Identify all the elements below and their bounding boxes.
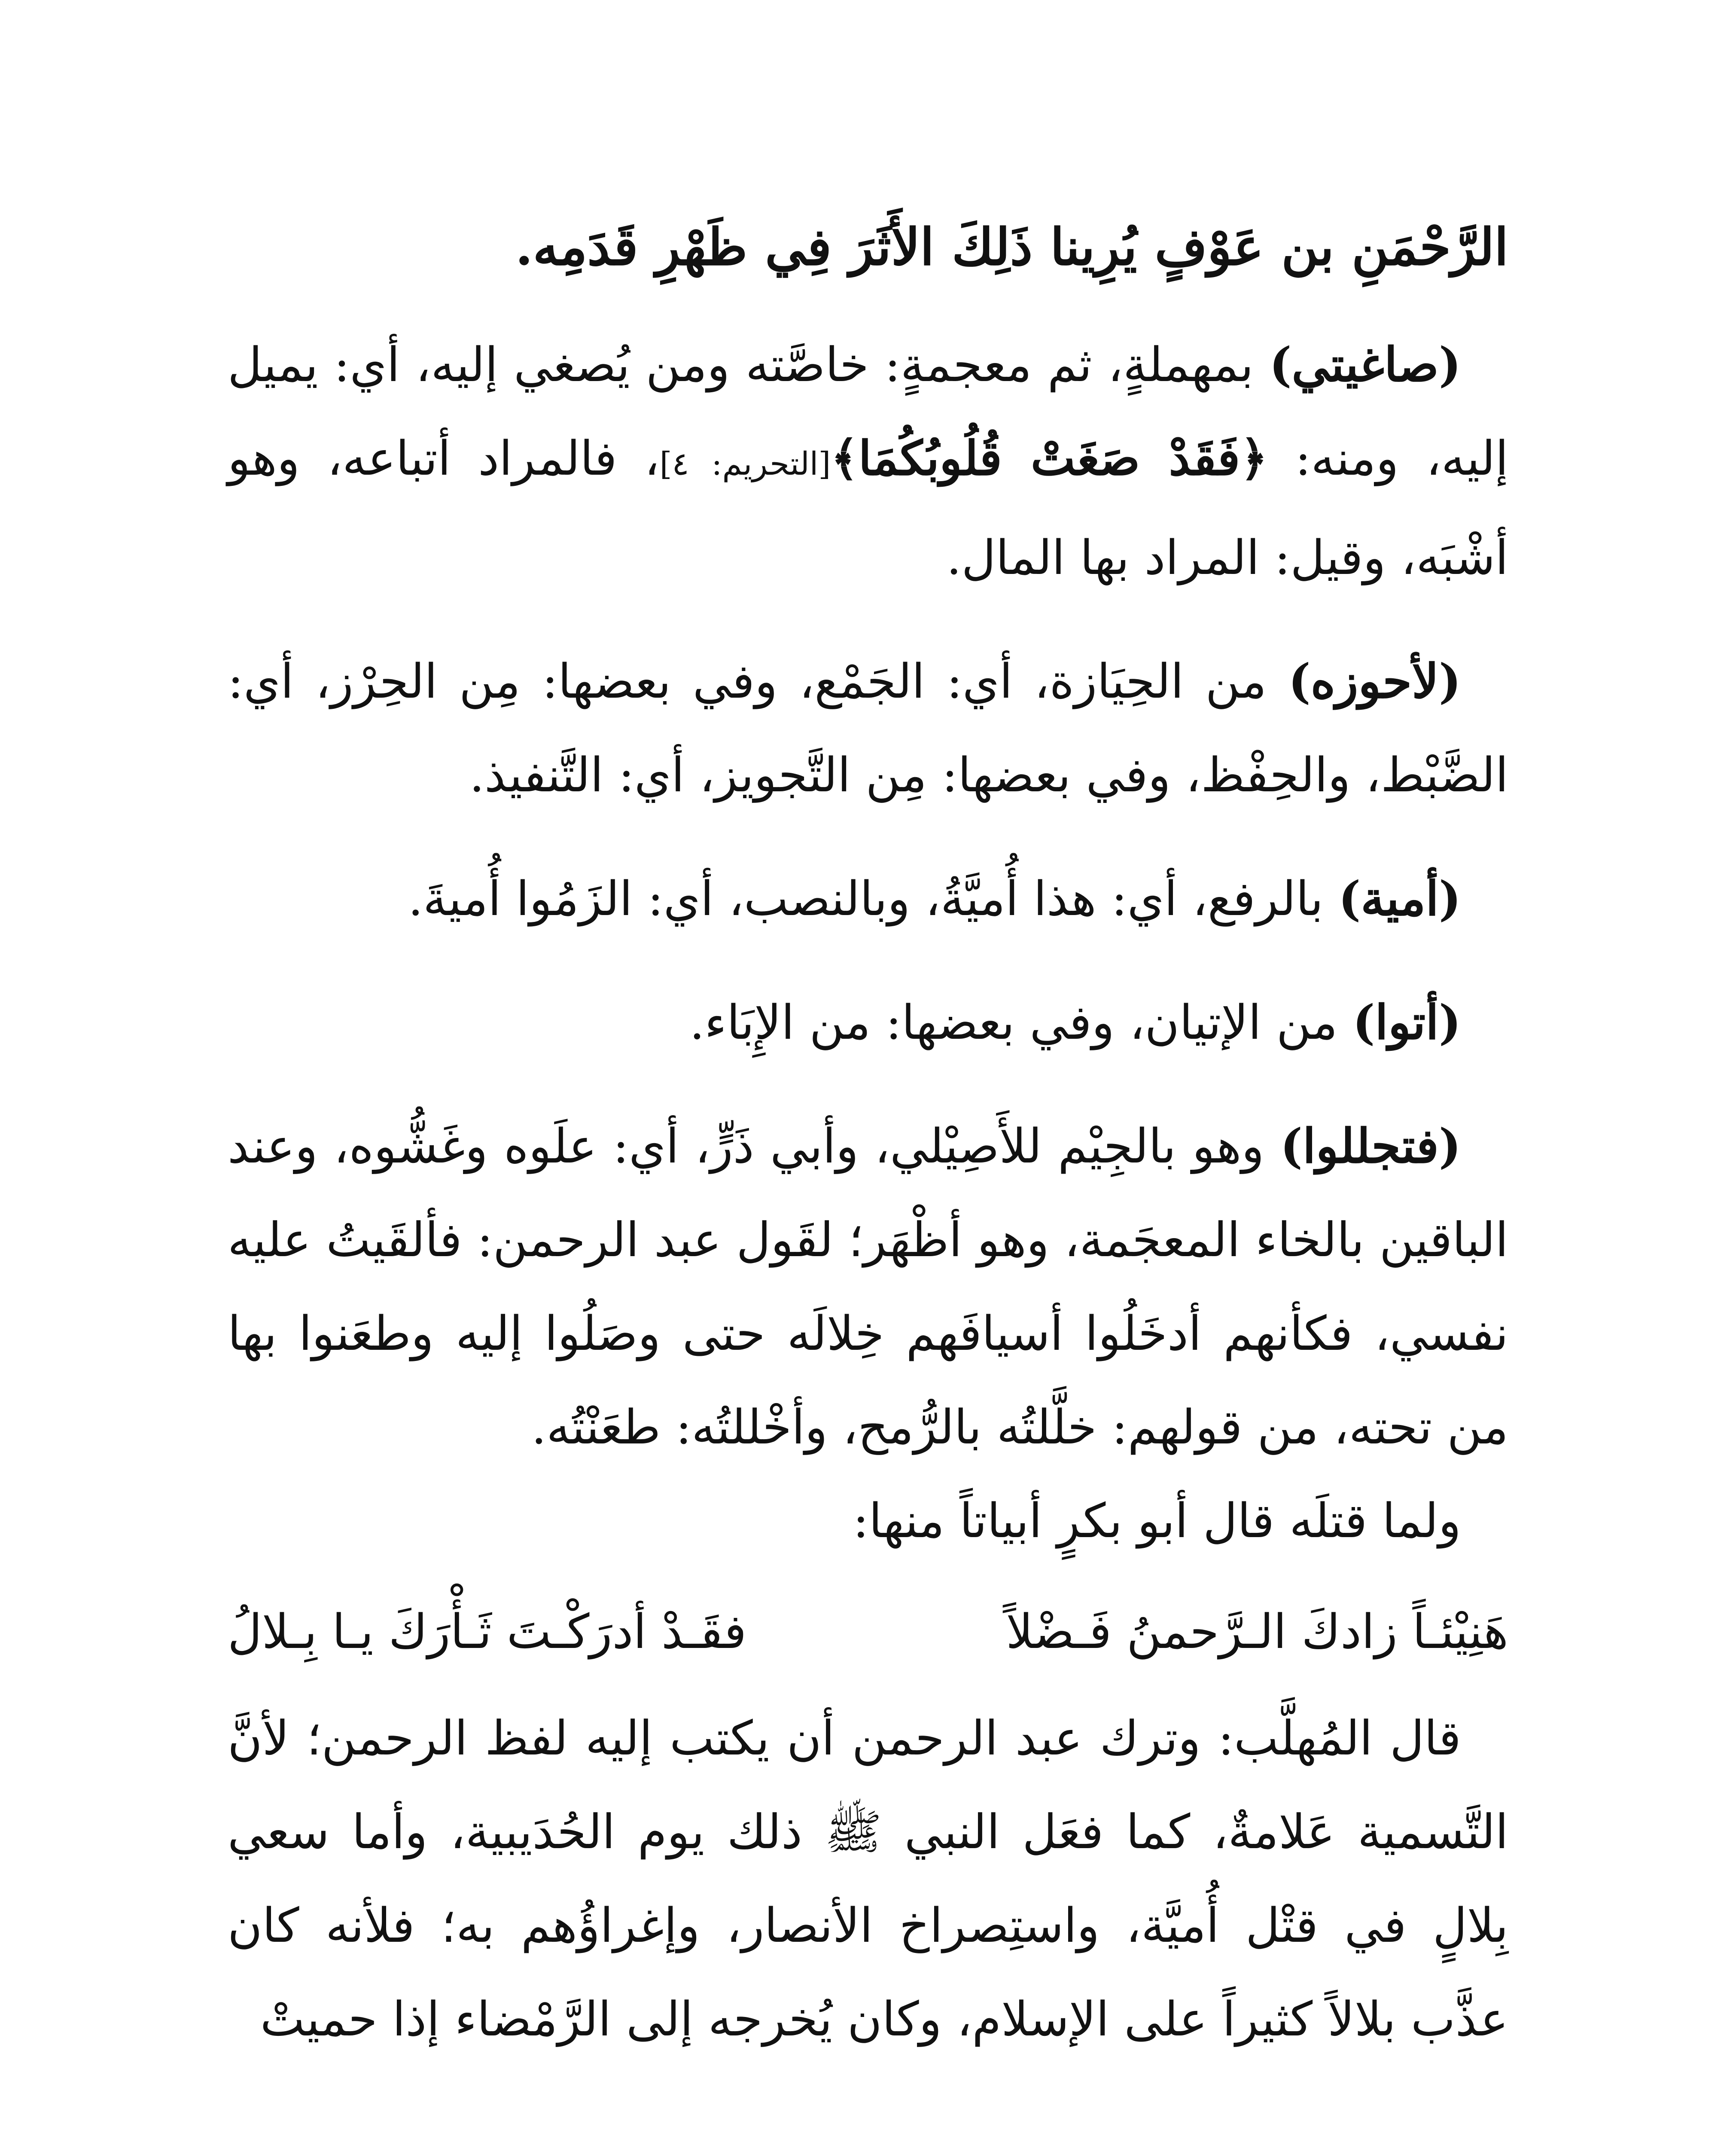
paragraph-text: بمهملةٍ، ثم معجمةٍ: خاصَّته ومن يُصغي إليه، أي: يميل إليه، ومنه: [228,337,1509,486]
paragraph-ataw [228,976,1508,1069]
term-saghiyati: (صاغيتي) [1269,337,1461,392]
continuation-line: الرَّحْمَنِ بن عَوْفٍ يُرِينا ذَلِكَ الأَثَرَ فِي ظَهْرِ قَدَمِه. [515,217,1508,277]
poetry-verse [228,1585,1508,1678]
term-umayya: (أمية) [1338,871,1461,926]
paragraph-text: من الحِيَازة، أي: الجَمْع، وفي بعضها: مِن الحِرْز، أي: الضَّبْط، والحِفْظ، وفي بعضها: مِن التَّجويز، أي: التَّنفيذ. [228,654,1508,802]
paragraph-abu-bakr-intro: ولما قتلَه قال أبو بكرٍ أبياتاً منها: [853,1493,1461,1548]
verse-first-hemistich: هَنِيْئـاً زادكَ الـرَّحمنُ فَـضْلاً [1006,1604,1508,1659]
paragraph-muhallab: قال المُهلَّب: وترك عبد الرحمن أن يكتب إليه لفظ الرحمن؛ لأنَّ التَّسمية عَلامةٌ، كما فعَل النبي ﷺ ذلك يوم الحُدَيبية، وأما سعي بِلالٍ في قتْل أُميَّة، واستِصراخ الأنصار، وإغراؤُهم به؛ فلأنه كان عذَّب بلالاً كثيراً على الإسلام، وكان يُخرجه إلى الرَّمْضاء إذا حميتْ [228,1711,1508,2047]
paragraph-text: وهو بالجِيْم للأَصِيْلي، وأبي ذَرٍّ، أي: علَوه وغَشُّوه، وعند الباقين بالخاء المعجَمة، وهو أظْهَر؛ لقَول عبد الرحمن: فألقَيتُ عليه نفسي، فكأنهم أدخَلُوا أسيافَهم خِلالَه حتى وصَلُوا إليه وطعَنوا بها من تحته، من قولهم: خلَّلتُه بالرُّمح، وأخْللتُه: طعَنْتُه. [228,1119,1508,1455]
paragraph-text: ، فالمراد أتباعه، وهو أشْبَه، وقيل: المراد بها المال. [228,431,1508,585]
paragraph-fatajallalu [228,1099,1508,1474]
term-ataw: (أتوا) [1352,995,1461,1050]
quran-verse: ﴿فَقَدْ صَغَتْ قُلُوبُكُمَا﴾ [831,430,1268,486]
paragraph-text: بالرفع، أي: هذا أُميَّةُ، وبالنصب، أي: الزَمُوا أُميةَ. [408,871,1339,926]
paragraph-text: من الإتيان، وفي بعضها: من الإِبَاء. [689,995,1353,1050]
term-laahwazuh: (لأحوزه) [1288,653,1461,709]
paragraph-umayya [228,852,1508,946]
verse-reference: [التحريم: ٤] [659,445,831,482]
paragraph-laahwazuh [228,635,1508,822]
verse-second-hemistich: فقَـدْ أدرَكْـتَ ثَـأْرَكَ يـا بِـلالُ [228,1604,747,1659]
paragraph-saghiyati [228,318,1508,604]
term-fatajallalu: (فتجللوا) [1280,1118,1461,1174]
